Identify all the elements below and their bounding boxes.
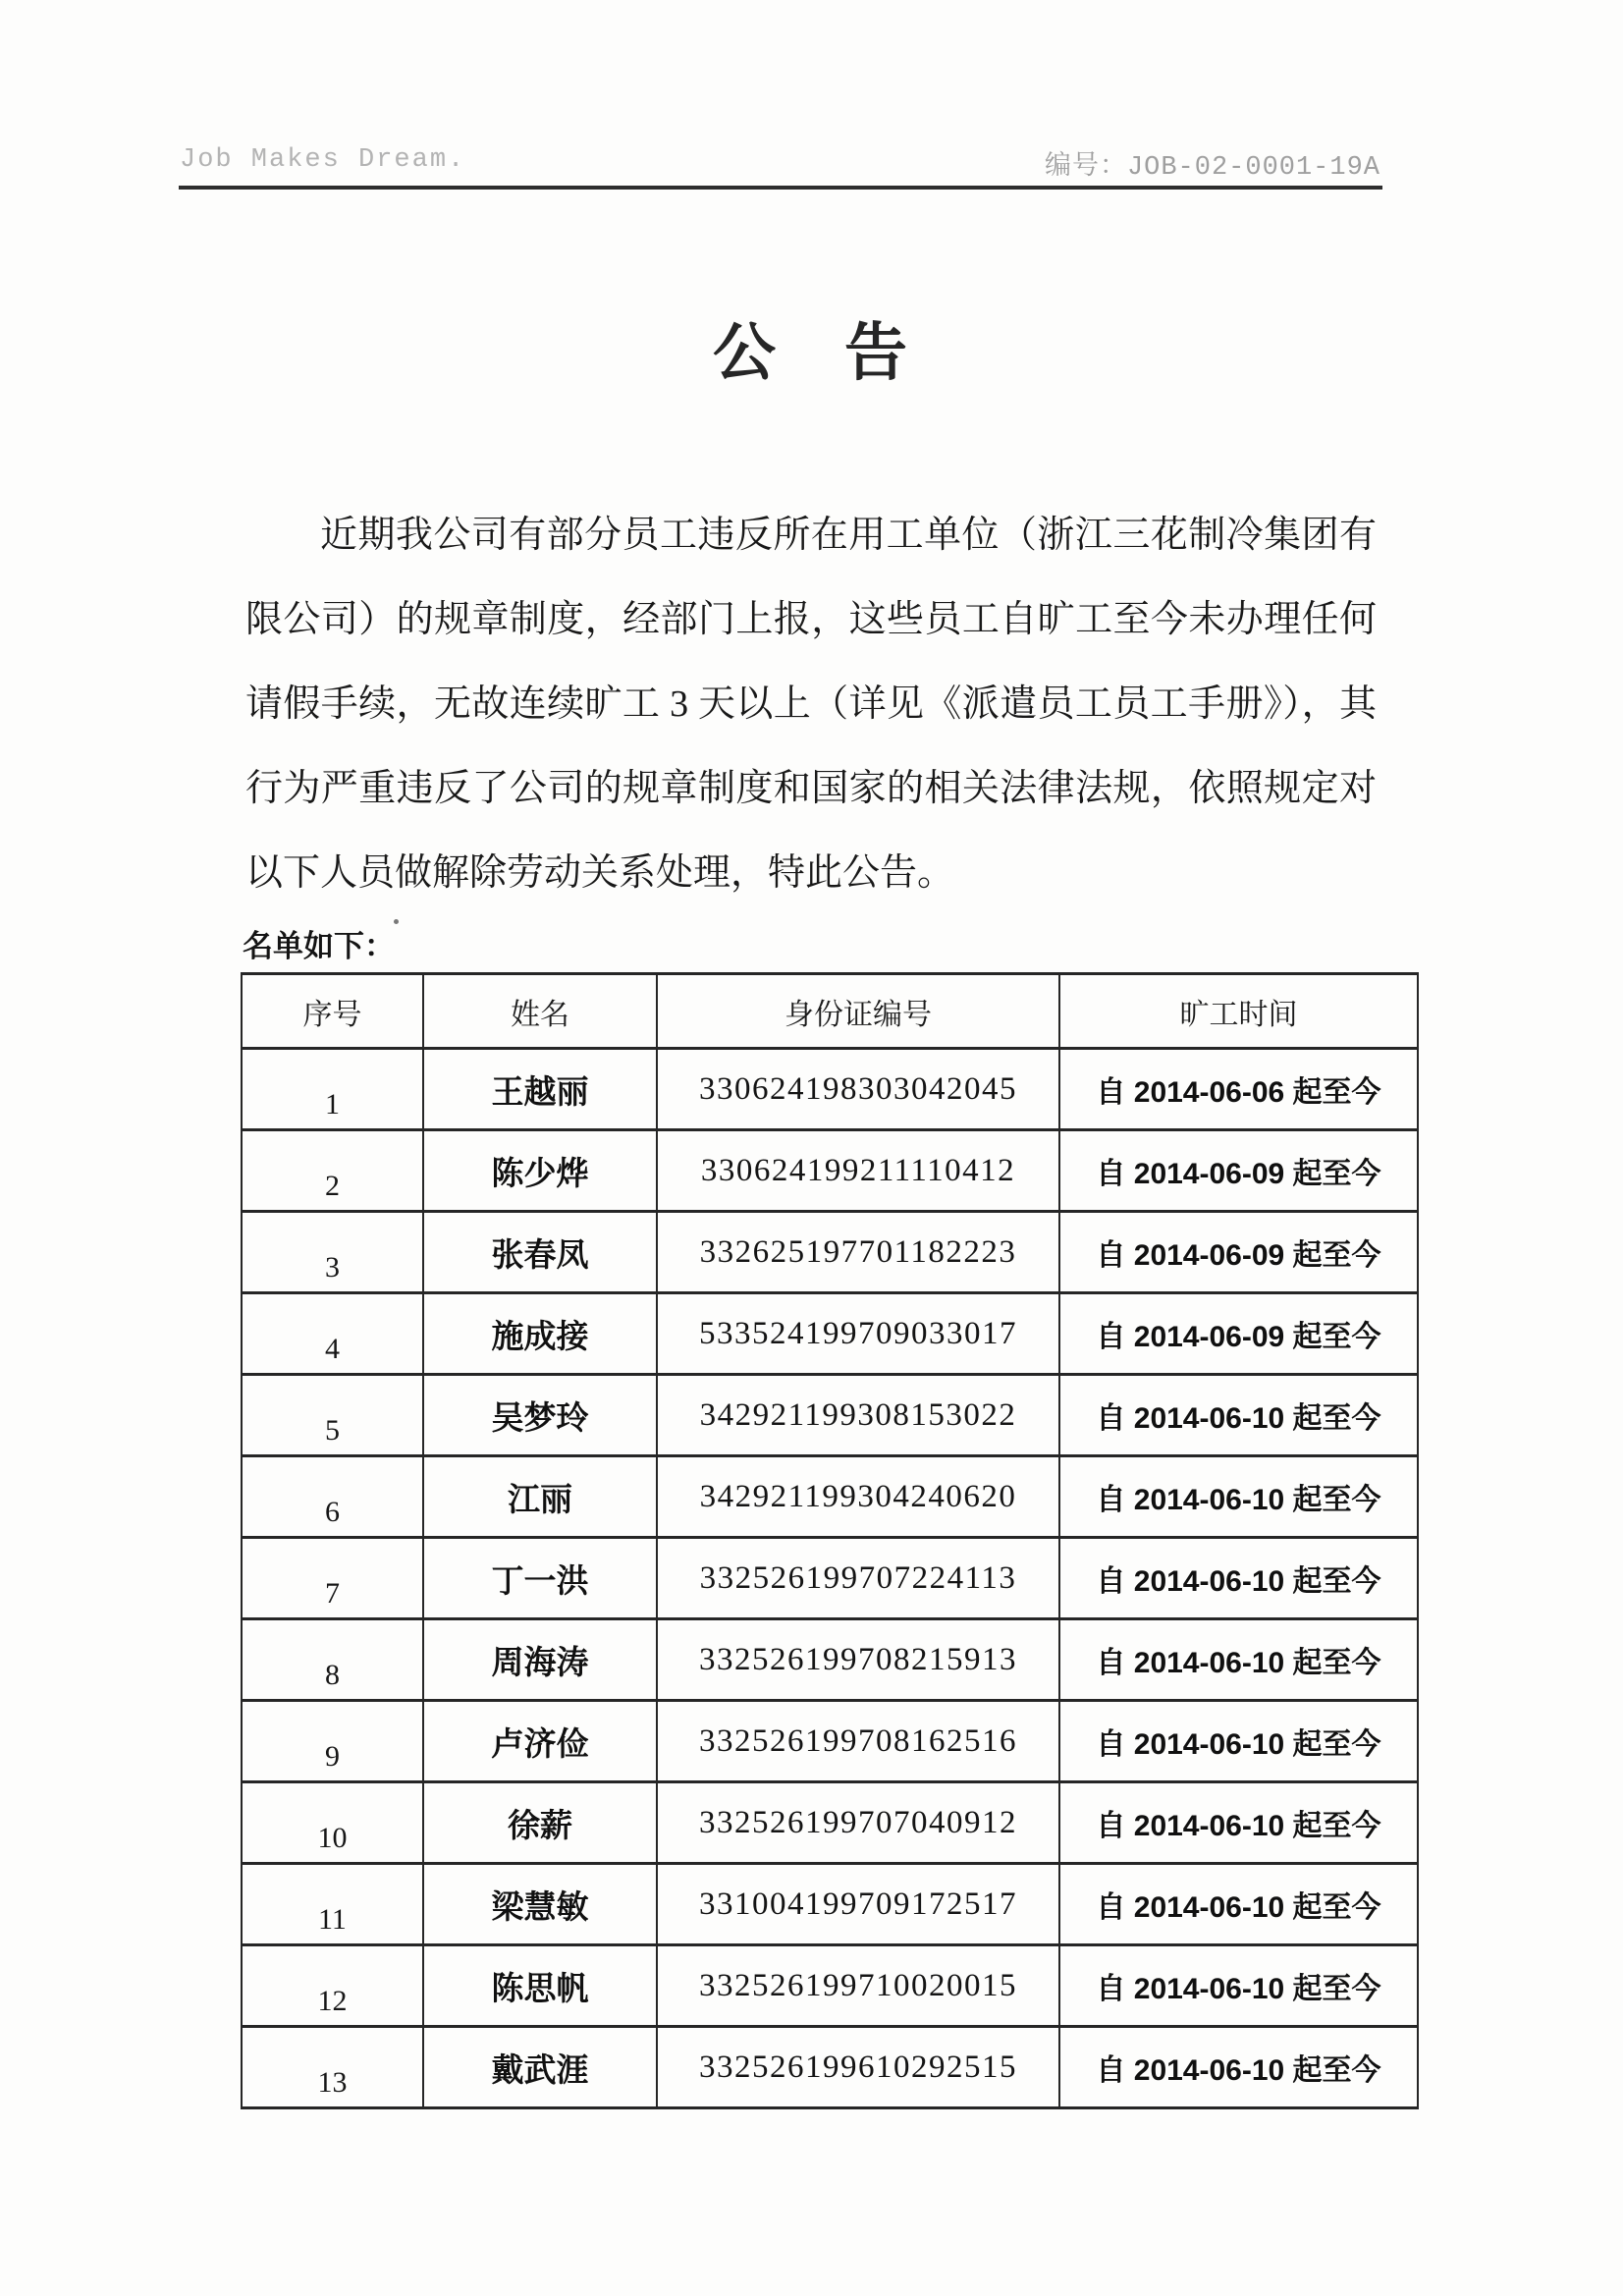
cell-no: 5 [242,1375,423,1456]
cell-no: 1 [242,1049,423,1130]
cell-no: 13 [242,2027,423,2108]
header-slogan: Job Makes Dream. [180,145,466,175]
cell-no: 2 [242,1130,423,1212]
cell-no: 9 [242,1701,423,1782]
cell-absence_period: 自 2014-06-09 起至今 [1059,1212,1418,1293]
cell-id_number: 332526199707040912 [657,1782,1059,1864]
table-row [242,2027,1418,2108]
cell-name: 张春凤 [423,1212,657,1293]
cell-no: 7 [242,1538,423,1619]
cell-no: 3 [242,1212,423,1293]
cell-absence_period: 自 2014-06-10 起至今 [1059,1782,1418,1864]
cell-no: 10 [242,1782,423,1864]
cell-name: 卢济俭 [423,1701,657,1782]
column-header: 序号 [242,974,423,1049]
list-label: 名单如下： [243,929,395,963]
cell-id_number: 331004199709172517 [657,1864,1059,1945]
cell-no: 11 [242,1864,423,1945]
announcement-paragraph [245,493,1377,915]
cell-id_number: 332526199707224113 [657,1538,1059,1619]
cell-id_number: 330624199211110412 [657,1130,1059,1212]
cell-name: 江丽 [423,1456,657,1538]
header-rule [179,186,1382,190]
paragraph-line: 以下人员做解除劳动关系处理，特此公告。 [245,852,955,894]
cell-no: 6 [242,1456,423,1538]
cell-no: 8 [242,1619,423,1701]
table-row [242,1538,1418,1619]
cell-absence_period: 自 2014-06-10 起至今 [1059,1375,1418,1456]
cell-absence_period: 自 2014-06-10 起至今 [1059,1864,1418,1945]
cell-id_number: 332526199708215913 [657,1619,1059,1701]
cell-name: 施成接 [423,1293,657,1375]
cell-name: 周海涛 [423,1619,657,1701]
cell-id_number: 533524199709033017 [657,1293,1059,1375]
cell-id_number: 332526199610292515 [657,2027,1059,2108]
cell-absence_period: 自 2014-06-10 起至今 [1059,1456,1418,1538]
cell-absence_period: 自 2014-06-10 起至今 [1059,2027,1418,2108]
cell-name: 王越丽 [423,1049,657,1130]
cell-absence_period: 自 2014-06-09 起至今 [1059,1293,1418,1375]
cell-name: 徐薪 [423,1782,657,1864]
cell-id_number: 342921199304240620 [657,1456,1059,1538]
page-title: 公 告 [713,317,910,388]
cell-no: 4 [242,1293,423,1375]
column-header: 身份证编号 [657,974,1059,1049]
cell-absence_period: 自 2014-06-10 起至今 [1059,1701,1418,1782]
cell-name: 戴武涯 [423,2027,657,2108]
table-row [242,1619,1418,1701]
table-row [242,1130,1418,1212]
cell-name: 陈少烨 [423,1130,657,1212]
table-row [242,1212,1418,1293]
table-row [242,1864,1418,1945]
cell-id_number: 332625197701182223 [657,1212,1059,1293]
cell-absence_period: 自 2014-06-10 起至今 [1059,1619,1418,1701]
cell-name: 丁一洪 [423,1538,657,1619]
absence-roster-table [241,972,1419,2109]
cell-name: 陈思帆 [423,1945,657,2027]
cell-absence_period: 自 2014-06-09 起至今 [1059,1130,1418,1212]
cell-name: 梁慧敏 [423,1864,657,1945]
column-header: 旷工时间 [1059,974,1418,1049]
column-header: 姓名 [423,974,657,1049]
table-row [242,1782,1418,1864]
table-row [242,1049,1418,1130]
cell-absence_period: 自 2014-06-10 起至今 [1059,1538,1418,1619]
paragraph-line: 行为严重违反了公司的规章制度和国家的相关法律法规，依照规定对 [245,768,1377,809]
table-header-row [242,974,1418,1049]
cell-absence_period: 自 2014-06-10 起至今 [1059,1945,1418,2027]
cell-id_number: 330624198303042045 [657,1049,1059,1130]
header-doc-number: 编号：JOB-02-0001-19A [1044,153,1380,183]
cell-name: 吴梦玲 [423,1375,657,1456]
cell-id_number: 342921199308153022 [657,1375,1059,1456]
table-row [242,1375,1418,1456]
cell-no: 12 [242,1945,423,2027]
table-row [242,1293,1418,1375]
cell-id_number: 332526199710020015 [657,1945,1059,2027]
paragraph-line: 限公司）的规章制度，经部门上报，这些员工自旷工至今未办理任何 [245,599,1377,640]
table-row [242,1701,1418,1782]
cell-absence_period: 自 2014-06-06 起至今 [1059,1049,1418,1130]
paragraph-line: 请假手续，无故连续旷工 3 天以上（详见《派遣员工员工手册》），其 [245,683,1377,725]
table-row [242,1945,1418,2027]
scan-speck [394,919,399,924]
table-row [242,1456,1418,1538]
paragraph-line: 近期我公司有部分员工违反所在用工单位（浙江三花制冷集团有 [320,515,1377,556]
cell-id_number: 332526199708162516 [657,1701,1059,1782]
